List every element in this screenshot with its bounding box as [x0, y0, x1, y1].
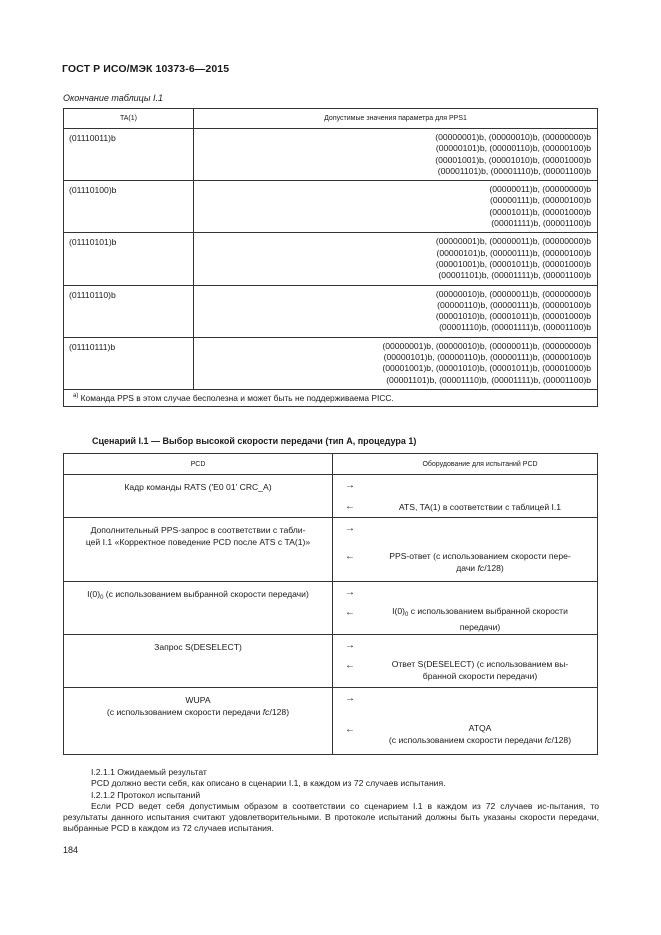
pps1-value-line: (00000001)b, (00000011)b, (00000000)b [435, 236, 591, 247]
table-row [64, 233, 598, 285]
pps1-value-line: (00000010)b, (00000011)b, (00000000)b [435, 288, 591, 299]
paragraph: PCD должно вести себя, как описано в сценарии I.1, в каждом из 72 случаев испытания. [91, 778, 446, 789]
col-equipment-header: Оборудование для испытаний PCD [363, 454, 598, 475]
pps1-value-line: (00000001)b, (00000010)b, (00000000)b [435, 132, 591, 142]
ta1-value: (01110101)b [64, 233, 194, 285]
subscript: 0 [404, 612, 409, 618]
footnote-mark: a) [73, 393, 79, 400]
arrow-right-icon: → [345, 693, 355, 704]
pcd-cell [64, 475, 333, 518]
pcd-cell [64, 688, 333, 755]
equipment-line [369, 606, 591, 622]
equipment-line [369, 563, 591, 575]
text-italic: fc [544, 734, 552, 745]
pps1-value-line: (00001110)b, (00001111)b, (00001100)b [439, 322, 591, 333]
pps1-value-line: (00000011)b, (00000000)b [489, 184, 591, 195]
pps1-value-line: (00001101)b, (00001110)b, (00001100)b [437, 165, 591, 176]
text-part: дачи [456, 562, 478, 573]
pps1-value-line: (00001111)b, (00001100)b [491, 218, 591, 229]
scenario-step [64, 635, 598, 688]
subscript: 0 [100, 595, 104, 601]
body-text [63, 767, 599, 835]
pps1-values [194, 129, 598, 181]
equipment-cell [363, 475, 598, 518]
text-part: /128) [551, 734, 572, 745]
pps1-value-line: (00001010)b, (00001011)b, (00001000)b [435, 311, 591, 322]
scenario-title: Сценарий I.1 — Выбор высокой скорости передачи (тип A, процедура 1) [92, 436, 417, 446]
text-part: I(0) [87, 589, 101, 599]
pps1-value-line: (00001101)b, (00001111)b, (00001100)b [438, 270, 591, 281]
equipment-text [363, 551, 597, 575]
equipment-line: Ответ S(DESELECT) (с использованием вы- [391, 659, 569, 669]
ta1-value: (01110011)b [64, 129, 194, 181]
pps1-value-line: (00000101)b, (00000111)b, (00000100)b [436, 247, 591, 258]
pps1-value-line: (00001001)b, (00001010)b, (00001011)b, (00001000)b [382, 363, 591, 374]
pps1-value-line: (00001011)b, (00001000)b [489, 206, 591, 217]
pps1-values [194, 337, 598, 389]
pps1-value-line: (00000111)b, (00000100)b [490, 195, 591, 206]
equipment-line: передачи) [459, 621, 501, 632]
arrow-right-icon: → [345, 523, 355, 534]
text-part: с использованием выбранной скорости [408, 606, 568, 616]
arrow-left-icon: ← [345, 501, 355, 512]
pps1-value-line: (00001001)b, (00001010)b, (00001000)b [435, 154, 591, 165]
arrow-left-icon: ← [345, 607, 355, 618]
scenario-step [64, 688, 598, 755]
col-arrow-header [333, 454, 364, 475]
pcd-text [68, 589, 328, 605]
equipment-cell [363, 582, 598, 635]
equipment-line: ATQA [468, 723, 492, 733]
arrow-right-icon: → [345, 640, 355, 651]
equipment-cell [363, 635, 598, 688]
scenario-step [64, 582, 598, 635]
arrow-right-icon: → [345, 587, 355, 598]
equipment-text [363, 659, 597, 683]
ta1-value: (01110111)b [64, 337, 194, 389]
pps1-value-line: (00000101)b, (00000110)b, (00000100)b [435, 143, 591, 154]
pcd-text: Кадр команды RATS ('E0 01' CRC_A) [124, 482, 272, 492]
scenario-table [63, 453, 598, 755]
ta1-value: (01110100)b [64, 181, 194, 233]
arrow-right-icon: → [345, 480, 355, 491]
scenario-step [64, 518, 598, 582]
pcd-text: Дополнительный PPS-запрос в соответствии с табли- [90, 525, 306, 535]
equipment-text [363, 606, 597, 634]
equipment-text [363, 723, 597, 747]
table-caption: Окончание таблицы I.1 [63, 93, 163, 103]
col-pcd-header: PCD [64, 454, 333, 475]
table-row [64, 285, 598, 337]
subsection-heading: I.2.1.1 Ожидаемый результат [91, 767, 207, 777]
document-title: ГОСТ Р ИСО/МЭК 10373-6—2015 [62, 63, 230, 75]
pcd-text [68, 707, 328, 719]
text-italic: fc [477, 562, 485, 573]
pcd-text: Запрос S(DESELECT) [154, 642, 242, 652]
table-row [64, 181, 598, 233]
arrow-cell [333, 518, 364, 582]
page-number: 184 [63, 845, 79, 855]
pps-values-table [63, 108, 598, 407]
pps1-value-line: (00001101)b, (00001110)b, (00001111)b, (00001100)b [386, 374, 591, 385]
pps1-values [194, 285, 598, 337]
equipment-line: PPS-ответ (с использованием скорости пере- [389, 551, 571, 561]
equipment-cell [363, 518, 598, 582]
arrow-left-icon: ← [345, 724, 355, 735]
pps1-value-line: (00000101)b, (00000110)b, (00000111)b, (00000100)b [383, 352, 591, 363]
pcd-cell [64, 518, 333, 582]
text-part: I(0) [392, 606, 405, 616]
text-part: (с использованием скорости передачи [388, 734, 545, 745]
pcd-text: WUPA [185, 695, 211, 705]
text-part: /128) [484, 562, 504, 573]
arrow-left-icon: ← [345, 660, 355, 671]
arrow-cell [333, 475, 364, 518]
text-part: /128) [269, 706, 290, 717]
pps1-value-line: (00000110)b, (00000111)b, (00000100)b [437, 299, 591, 310]
arrow-cell [333, 635, 364, 688]
table-row [64, 129, 598, 181]
ta1-value: (01110110)b [64, 285, 194, 337]
equipment-line: бранной скорости передачи) [422, 670, 538, 681]
pps1-value-line: (00001001)b, (00001011)b, (00001000)b [435, 258, 591, 269]
col-pps1-header: Допустимые значения параметра для PPS1 [194, 109, 598, 129]
text-part: (с использованием выбранной скорости передачи) [103, 589, 309, 599]
pcd-cell [64, 635, 333, 688]
pps1-value-line: (00000001)b, (00000010)b, (00000011)b, (00000000)b [382, 340, 591, 351]
scenario-step [64, 475, 598, 518]
equipment-cell [363, 688, 598, 755]
table-row [64, 337, 598, 389]
text-italic: fc [262, 706, 270, 717]
pps1-values [194, 181, 598, 233]
text-part: (с использованием скорости передачи [106, 706, 263, 717]
pcd-cell [64, 582, 333, 635]
equipment-text: ATS, TA(1) в соответствии с таблицей I.1 [398, 502, 562, 512]
arrow-left-icon: ← [345, 551, 355, 562]
pcd-text: цей I.1 «Корректное поведение PCD после ATS с TA(1)» [85, 536, 311, 547]
paragraph: Если PCD ведет себя допустимым образом в соответствии со сценарием I.1 в каждом из 72 случаев ис-пытания, то результаты данного испытания считают удовлетворительными. В протоколе испытаний должны быть указаны скорости передачи, выбранные PCD в каждом из 72 случаев испытания. [63, 800, 599, 834]
col-ta1-header: TA(1) [64, 109, 194, 129]
arrow-cell [333, 688, 364, 755]
arrow-cell [333, 582, 364, 635]
subsection-heading: I.2.1.2 Протокол испытаний [91, 789, 201, 800]
footnote-text: Команда PPS в этом случае бесполезна и может быть не поддерживаема PICC. [80, 392, 394, 403]
pps1-values [194, 233, 598, 285]
table-footnote [64, 389, 598, 406]
equipment-line [369, 735, 591, 747]
